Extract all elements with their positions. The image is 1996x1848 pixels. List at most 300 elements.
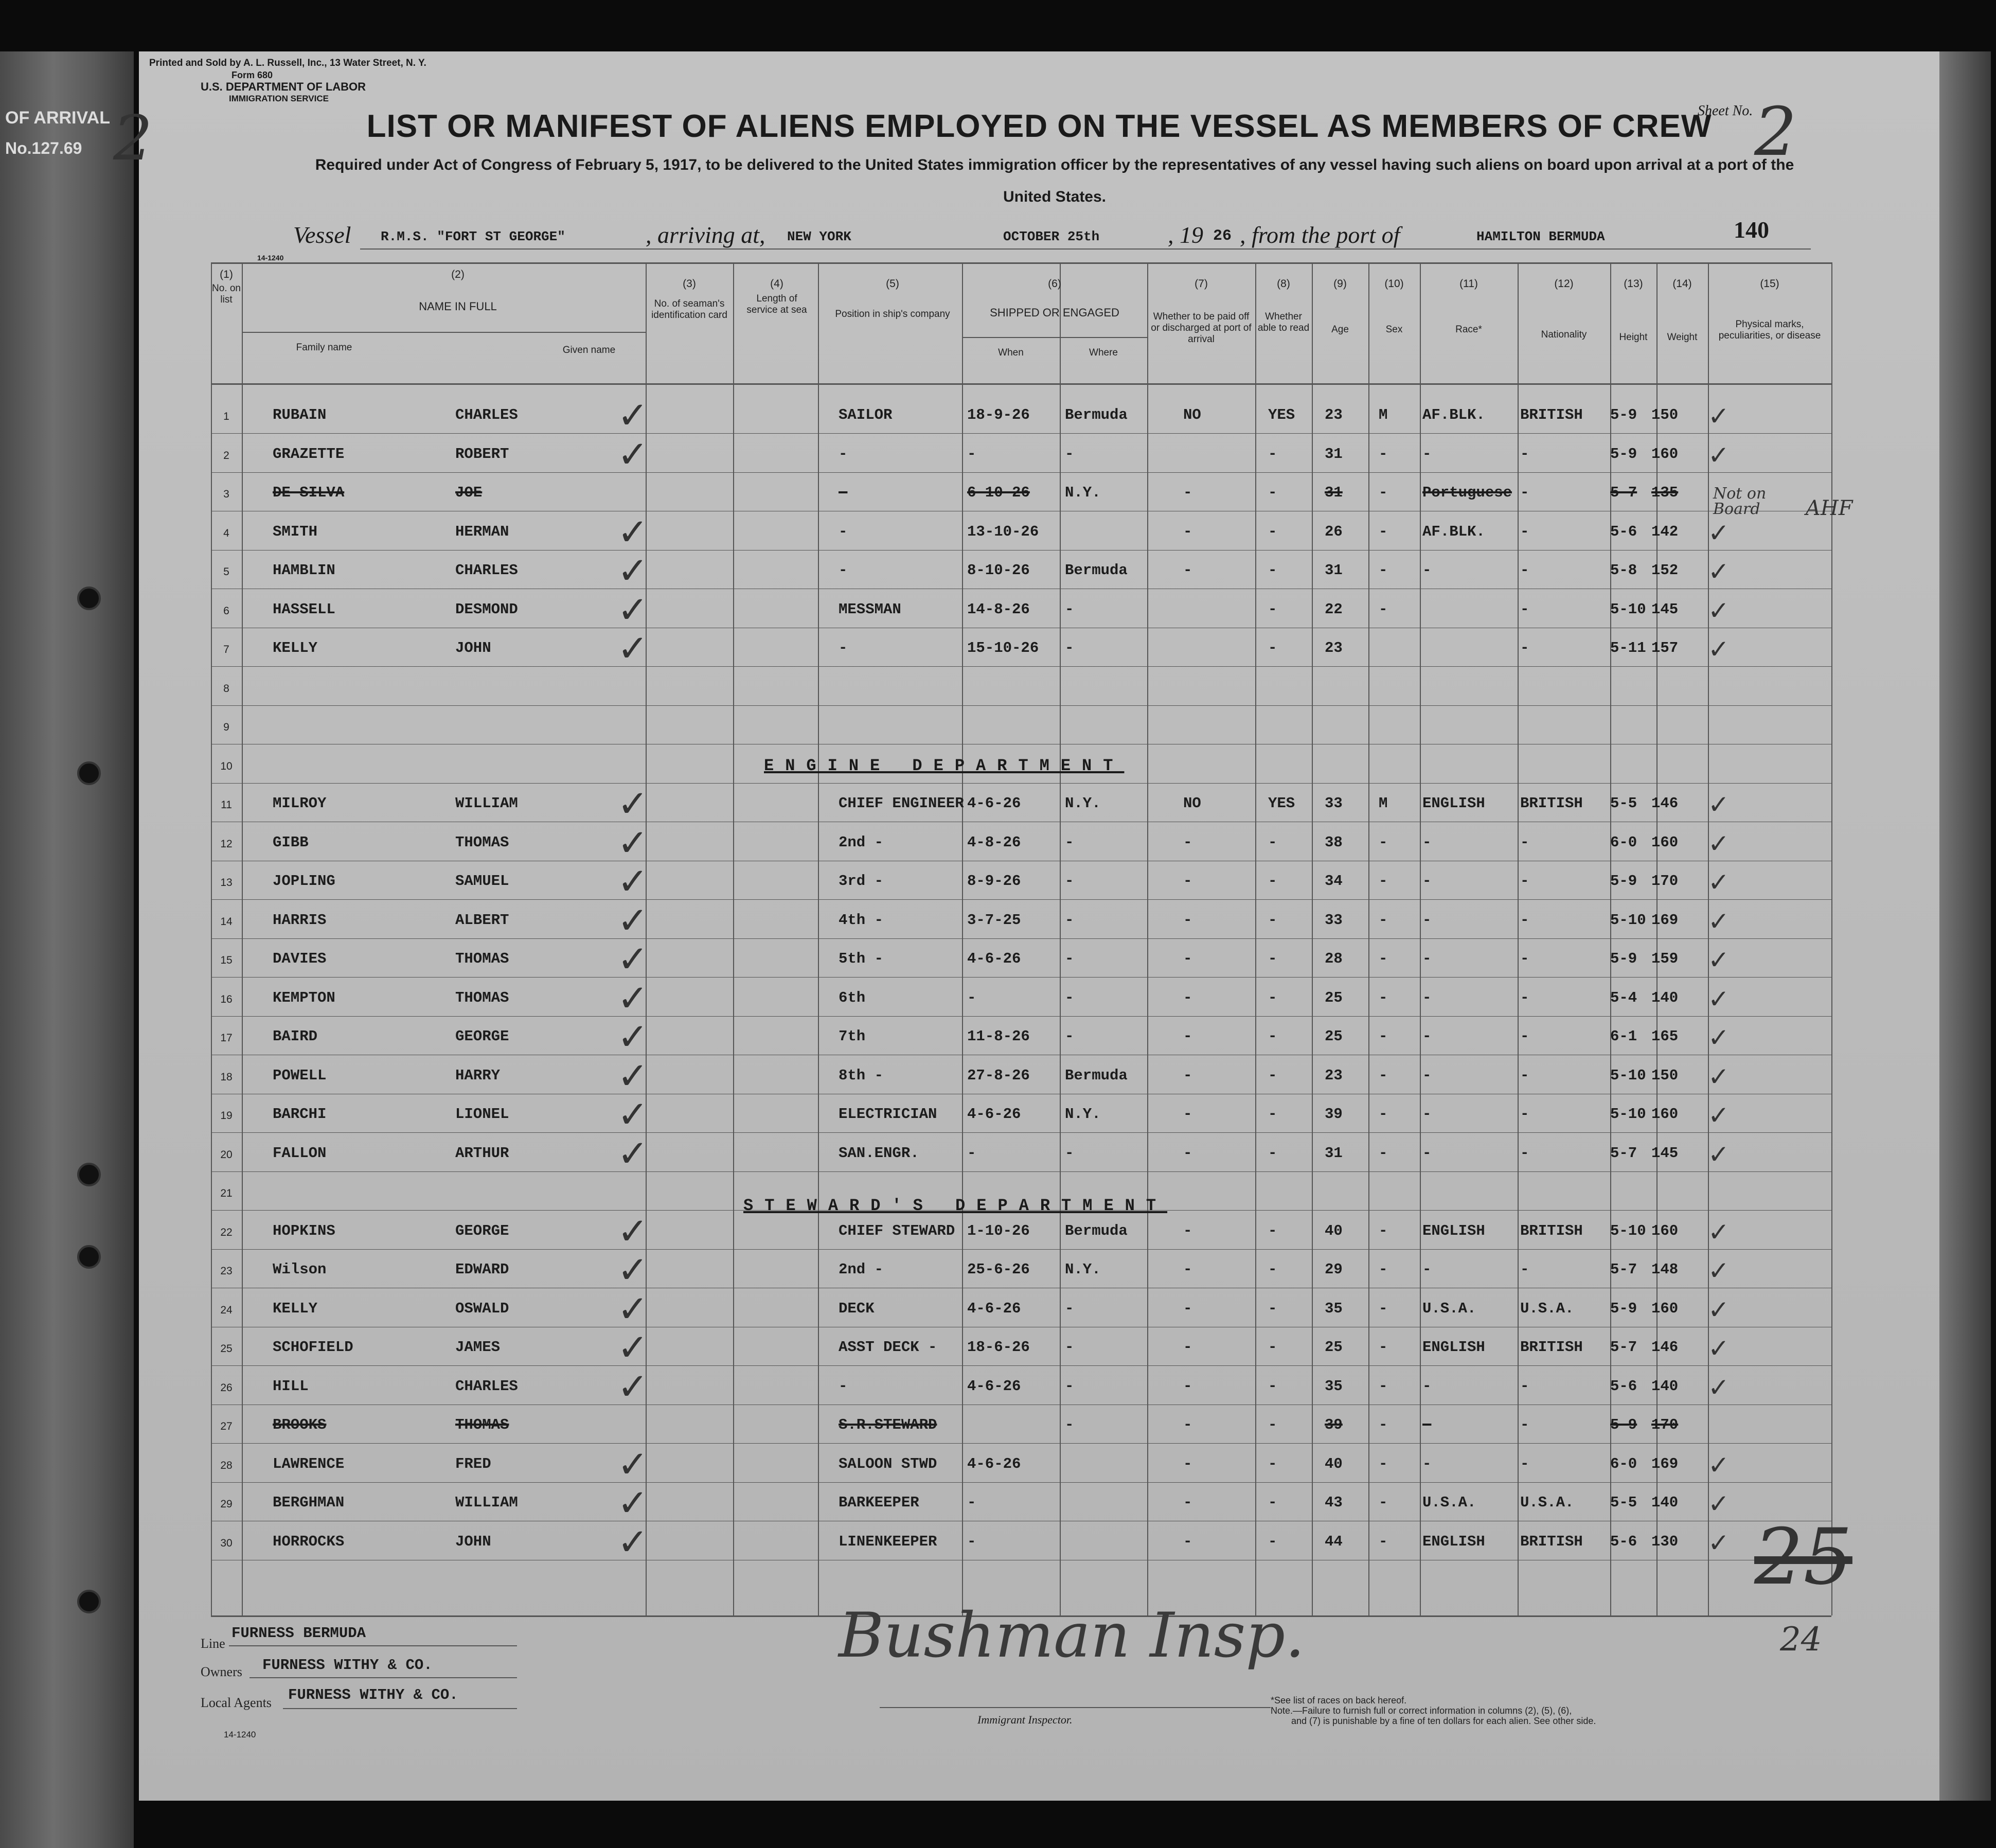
- owners-value: FURNESS WITHY & CO.: [262, 1657, 433, 1674]
- row-number: 4: [223, 527, 229, 539]
- engine-department-heading: ENGINE DEPARTMENT: [764, 756, 1125, 775]
- inspector-caption: Immigrant Inspector.: [977, 1713, 1073, 1726]
- cell-position: 8th -: [839, 1067, 884, 1084]
- binder-hole: [77, 1163, 101, 1186]
- row-number: 9: [223, 721, 229, 733]
- cell-sex: -: [1379, 873, 1388, 890]
- binder-hole: [77, 1245, 101, 1269]
- cell-nat: U.S.A.: [1520, 1300, 1574, 1317]
- cell-paid: -: [1183, 1416, 1192, 1433]
- cell-check: ✓: [1708, 1217, 1730, 1247]
- col-1-number: (1): [220, 269, 233, 280]
- arriving-label: , arriving at,: [646, 222, 765, 248]
- cell-where: N.Y.: [1065, 1261, 1101, 1278]
- cell-read: -: [1268, 833, 1277, 851]
- cell-family: KELLY: [273, 1300, 318, 1317]
- cell-check: ✓: [1708, 401, 1730, 431]
- id-card-check-mark: ✓: [617, 1015, 649, 1058]
- cell-age: 25: [1325, 989, 1343, 1006]
- header-bottom-rule: [211, 383, 1831, 385]
- cell-height: 5-9: [1610, 406, 1637, 423]
- cell-position: 2nd -: [839, 833, 884, 851]
- arrival-label: OF ARRIVAL: [5, 108, 110, 128]
- cell-height: 5-4: [1610, 989, 1637, 1006]
- cell-sex: -: [1379, 911, 1388, 929]
- cell-height: 5-10: [1610, 600, 1646, 618]
- cell-where: N.Y.: [1065, 484, 1101, 501]
- from-label: , from the port of: [1240, 222, 1400, 248]
- cell-when: 4-6-26: [967, 1455, 1021, 1472]
- cell-age: 25: [1325, 1339, 1343, 1356]
- cell-age: 31: [1325, 1144, 1343, 1162]
- page-title: LIST OR MANIFEST OF ALIENS EMPLOYED ON THE VESSEL AS MEMBERS OF CREW: [366, 109, 1712, 144]
- row-number: 17: [220, 1032, 233, 1044]
- row-rule: [211, 977, 1831, 978]
- row-number: 21: [220, 1187, 233, 1199]
- cell-age: 40: [1325, 1455, 1343, 1472]
- cell-nat: BRITISH: [1520, 1222, 1583, 1239]
- cell-read: -: [1268, 1416, 1277, 1433]
- cell-family: HAMBLIN: [273, 562, 335, 579]
- cell-height: 5-6: [1610, 1533, 1637, 1550]
- cell-given: WILLIAM: [455, 1494, 518, 1511]
- agents-underline: [283, 1708, 517, 1709]
- footer-note-3: and (7) is punishable by a fine of ten dollars for each alien. See other side.: [1291, 1716, 1596, 1726]
- cell-nat: BRITISH: [1520, 1339, 1583, 1356]
- cell-paid: -: [1183, 1028, 1192, 1045]
- footer-note-2: Note.—Failure to furnish full or correct information in columns (2), (5), (6),: [1271, 1705, 1572, 1716]
- id-card-check-mark: ✓: [617, 1131, 649, 1175]
- cell-nat: BRITISH: [1520, 406, 1583, 423]
- column-rule: [962, 262, 963, 1615]
- cell-nat: -: [1520, 1377, 1529, 1395]
- cell-height: 5-9: [1610, 873, 1637, 890]
- cell-age: 25: [1325, 1028, 1343, 1045]
- cell-weight: 130: [1651, 1533, 1679, 1550]
- cell-race: -: [1422, 562, 1432, 579]
- cell-family: BARCHI: [273, 1106, 327, 1123]
- cell-read: YES: [1268, 795, 1295, 812]
- cell-nat: -: [1520, 950, 1529, 967]
- col-4-number: (4): [770, 278, 783, 290]
- cell-read: -: [1268, 1377, 1277, 1395]
- cell-position: 5th -: [839, 950, 884, 967]
- cell-weight: 165: [1651, 1028, 1679, 1045]
- cell-when: 8-10-26: [967, 562, 1030, 579]
- id-card-check-mark: ✓: [617, 432, 649, 476]
- cell-when: 18-6-26: [967, 1339, 1030, 1356]
- line-underline: [229, 1645, 517, 1646]
- cell-given: THOMAS: [455, 833, 509, 851]
- cell-when: -: [967, 445, 976, 463]
- id-card-check-mark: ✓: [617, 821, 649, 864]
- row-rule: [211, 705, 1831, 706]
- row-number: 19: [220, 1110, 233, 1122]
- cell-height: 6-1: [1610, 1028, 1637, 1045]
- row-number: 27: [220, 1420, 233, 1432]
- cell-nat: -: [1520, 989, 1529, 1006]
- cell-given: SAMUEL: [455, 873, 509, 890]
- cell-where: -: [1065, 639, 1074, 656]
- cell-read: -: [1268, 950, 1277, 967]
- page-number: 140: [1734, 217, 1769, 243]
- col-6-header: SHIPPED OR ENGAGED: [990, 306, 1119, 319]
- cell-nat: -: [1520, 1028, 1529, 1045]
- cell-where: -: [1065, 1339, 1074, 1356]
- column-rule: [1610, 262, 1611, 1615]
- shipped-subheader-rule: [962, 337, 1147, 338]
- cell-nat: -: [1520, 1455, 1529, 1472]
- cell-age: 39: [1325, 1416, 1343, 1433]
- id-card-check-mark: ✓: [617, 937, 649, 981]
- cell-family: DE SILVA: [273, 484, 345, 501]
- row-rule: [211, 1171, 1831, 1172]
- cell-given: THOMAS: [455, 989, 509, 1006]
- cell-when: 13-10-26: [967, 523, 1039, 540]
- cell-race: -: [1422, 1377, 1432, 1395]
- cell-where: -: [1065, 873, 1074, 890]
- row-number: 7: [223, 644, 229, 655]
- col-1-header: No. on list: [212, 283, 241, 305]
- cell-paid: -: [1183, 1533, 1192, 1550]
- cell-check: ✓: [1708, 440, 1730, 470]
- cell-race: Portuguese: [1422, 484, 1512, 501]
- cell-age: 23: [1325, 406, 1343, 423]
- footer-form-code: 14-1240: [224, 1730, 256, 1739]
- col-6a-header: When: [998, 347, 1024, 358]
- cell-nat: -: [1520, 873, 1529, 890]
- row-rule: [211, 938, 1831, 939]
- cell-paid: -: [1183, 1339, 1192, 1356]
- cell-check: ✓: [1708, 906, 1730, 936]
- owners-label: Owners: [201, 1664, 242, 1679]
- cell-check: ✓: [1708, 1023, 1730, 1053]
- cell-read: -: [1268, 1494, 1277, 1511]
- cell-sex: -: [1379, 1377, 1388, 1395]
- col-12-header: Nationality: [1541, 329, 1587, 340]
- cell-nat: -: [1520, 1416, 1529, 1433]
- id-card-check-mark: ✓: [617, 1326, 649, 1369]
- cell-weight: 159: [1651, 950, 1679, 967]
- page-subtitle: Required under Act of Congress of February 5, 1917, to be delivered to the United States immigration officer by the representatives of any vessel having such aliens on board upon arrival at a port of the United States.: [315, 156, 1794, 205]
- cell-family: HILL: [273, 1377, 309, 1395]
- cell-nat: BRITISH: [1520, 795, 1583, 812]
- cell-position: ELECTRICIAN: [839, 1106, 937, 1123]
- cell-read: YES: [1268, 406, 1295, 423]
- cell-nat: -: [1520, 911, 1529, 929]
- cell-race: -: [1422, 1028, 1432, 1045]
- cell-age: 29: [1325, 1261, 1343, 1278]
- id-card-check-mark: ✓: [617, 510, 649, 554]
- col-6-number: (6): [1048, 278, 1061, 290]
- cell-paid: -: [1183, 1144, 1192, 1162]
- cell-when: -: [967, 989, 976, 1006]
- cell-family: GIBB: [273, 833, 309, 851]
- cell-paid: -: [1183, 562, 1192, 579]
- cell-where: -: [1065, 833, 1074, 851]
- col-3-header: No. of seaman's identification card: [651, 298, 727, 321]
- row-number: 13: [220, 877, 233, 889]
- cell-paid: -: [1183, 484, 1192, 501]
- from-port: HAMILTON BERMUDA: [1476, 229, 1605, 244]
- cell-position: 3rd -: [839, 873, 884, 890]
- cell-read: -: [1268, 600, 1277, 618]
- cell-sex: -: [1379, 1455, 1388, 1472]
- id-card-check-mark: ✓: [617, 549, 649, 592]
- page-shadow: [139, 1801, 1991, 1848]
- cell-check: ✓: [1708, 984, 1730, 1014]
- cell-paid: -: [1183, 1067, 1192, 1084]
- cell-family: LAWRENCE: [273, 1455, 345, 1472]
- cell-race: ENGLISH: [1422, 1339, 1485, 1356]
- cell-given: OSWALD: [455, 1300, 509, 1317]
- row-rule: [211, 1016, 1831, 1017]
- cell-position: CHIEF STEWARD: [839, 1222, 955, 1239]
- cell-height: 5-9: [1610, 1416, 1637, 1433]
- column-rule: [1060, 262, 1061, 1615]
- cell-position: BARKEEPER: [839, 1494, 919, 1511]
- cell-sex: -: [1379, 484, 1388, 501]
- id-card-check-mark: ✓: [617, 394, 649, 437]
- row-number: 18: [220, 1071, 233, 1083]
- cell-sex: -: [1379, 1222, 1388, 1239]
- cell-height: 5-8: [1610, 562, 1637, 579]
- row-rule: [211, 472, 1831, 473]
- cell-when: 15-10-26: [967, 639, 1039, 656]
- cell-read: -: [1268, 1533, 1277, 1550]
- cell-read: -: [1268, 911, 1277, 929]
- cell-race: -: [1422, 1106, 1432, 1123]
- column-rule: [1420, 262, 1421, 1615]
- cell-check: ✓: [1708, 1256, 1730, 1286]
- cell-read: -: [1268, 1455, 1277, 1472]
- cell-nat: -: [1520, 1067, 1529, 1084]
- cell-race: ENGLISH: [1422, 1222, 1485, 1239]
- cell-position: MESSMAN: [839, 600, 901, 618]
- cell-family: DAVIES: [273, 950, 327, 967]
- cell-check: ✓: [1708, 945, 1730, 975]
- cell-read: -: [1268, 1222, 1277, 1239]
- cell-nat: -: [1520, 445, 1529, 463]
- cell-family: KEMPTON: [273, 989, 335, 1006]
- inspector-signature: Bushman Insp.: [839, 1600, 1305, 1672]
- page-edge: [1939, 51, 1991, 1801]
- cell-weight: 148: [1651, 1261, 1679, 1278]
- cell-weight: 146: [1651, 795, 1679, 812]
- cell-age: 38: [1325, 833, 1343, 851]
- cell-sex: -: [1379, 1028, 1388, 1045]
- cell-age: 33: [1325, 911, 1343, 929]
- cell-family: SCHOFIELD: [273, 1339, 353, 1356]
- cell-given: JOHN: [455, 639, 491, 656]
- vessel-underline: [360, 248, 1811, 250]
- cell-nat: -: [1520, 1106, 1529, 1123]
- row-number: 10: [220, 760, 233, 772]
- column-rule: [1312, 262, 1313, 1615]
- cell-nat: -: [1520, 562, 1529, 579]
- cell-where: -: [1065, 950, 1074, 967]
- col-7-header: Whether to be paid off or discharged at port of arrival: [1151, 311, 1252, 345]
- id-card-check-mark: ✓: [617, 976, 649, 1020]
- row-number: 12: [220, 838, 233, 850]
- cell-weight: 160: [1651, 445, 1679, 463]
- cell-family: HOPKINS: [273, 1222, 335, 1239]
- cell-nat: -: [1520, 523, 1529, 540]
- cell-position: DECK: [839, 1300, 875, 1317]
- name-subheader-rule: [242, 332, 646, 333]
- cell-read: -: [1268, 1028, 1277, 1045]
- row-number: 3: [223, 488, 229, 500]
- cell-paid: -: [1183, 523, 1192, 540]
- row-number: 30: [220, 1537, 233, 1549]
- cell-when: -: [967, 1533, 976, 1550]
- cell-height: 5-11: [1610, 639, 1646, 656]
- cell-position: 7th: [839, 1028, 866, 1045]
- inspector-line: [880, 1707, 1271, 1708]
- cell-position: 6th: [839, 989, 866, 1006]
- cell-family: POWELL: [273, 1067, 327, 1084]
- cell-race: AF.BLK.: [1422, 523, 1485, 540]
- cell-race: -: [1422, 833, 1432, 851]
- cell-given: ARTHUR: [455, 1144, 509, 1162]
- row-number: 22: [220, 1226, 233, 1238]
- cell-check: ✓: [1708, 828, 1730, 859]
- cell-nat: BRITISH: [1520, 1533, 1583, 1550]
- row-number: 16: [220, 993, 233, 1005]
- cell-given: CHARLES: [455, 1377, 518, 1395]
- cell-paid: -: [1183, 1106, 1192, 1123]
- vessel-name: R.M.S. "FORT ST GEORGE": [381, 229, 565, 244]
- cell-given: ROBERT: [455, 445, 509, 463]
- cell-where: -: [1065, 600, 1074, 618]
- cell-given: JOHN: [455, 1533, 491, 1550]
- cell-nat: -: [1520, 600, 1529, 618]
- id-card-check-mark: ✓: [617, 860, 649, 903]
- cell-check: ✓: [1708, 1294, 1730, 1325]
- cell-check: ✓: [1708, 1061, 1730, 1092]
- cell-given: THOMAS: [455, 950, 509, 967]
- footer-note-1: *See list of races on back hereof.: [1271, 1695, 1407, 1705]
- cell-when: -: [967, 1494, 976, 1511]
- cell-sex: -: [1379, 1144, 1388, 1162]
- cell-where: Bermuda: [1065, 562, 1128, 579]
- manifest-page: [113, 51, 1939, 1801]
- cell-height: 5-7: [1610, 1339, 1637, 1356]
- cell-weight: 150: [1651, 1067, 1679, 1084]
- cell-read: -: [1268, 1300, 1277, 1317]
- cell-when: 4-6-26: [967, 950, 1021, 967]
- cell-sex: -: [1379, 950, 1388, 967]
- row-number: 1: [223, 411, 229, 422]
- cell-family: SMITH: [273, 523, 318, 540]
- cell-height: 5-7: [1610, 1261, 1637, 1278]
- cell-weight: 170: [1651, 873, 1679, 890]
- arrival-number: No.127.69: [5, 139, 82, 157]
- cell-sex: -: [1379, 445, 1388, 463]
- column-rule: [1147, 262, 1148, 1615]
- cell-paid: -: [1183, 1377, 1192, 1395]
- col-14-header: Weight: [1667, 332, 1698, 343]
- row-number: 5: [223, 566, 229, 578]
- binder-hole: [77, 761, 101, 785]
- cell-when: 4-6-26: [967, 1106, 1021, 1123]
- cell-weight: 146: [1651, 1339, 1679, 1356]
- printer-line: Printed and Sold by A. L. Russell, Inc., 13 Water Street, N. Y.: [149, 58, 426, 68]
- cell-read: -: [1268, 639, 1277, 656]
- cell-race: -: [1422, 1416, 1432, 1433]
- cell-sex: -: [1379, 523, 1388, 540]
- cell-paid: -: [1183, 1261, 1192, 1278]
- column-rule: [1255, 262, 1256, 1615]
- id-card-check-mark: ✓: [617, 627, 649, 670]
- cell-age: 43: [1325, 1494, 1343, 1511]
- cell-height: 5-7: [1610, 484, 1637, 501]
- cell-race: -: [1422, 1455, 1432, 1472]
- col-9-header: Age: [1331, 324, 1349, 335]
- cell-height: 5-10: [1610, 1067, 1646, 1084]
- steward-department-heading: STEWARD'S DEPARTMENT: [743, 1196, 1168, 1215]
- col-9-number: (9): [1333, 278, 1347, 290]
- cell-age: 40: [1325, 1222, 1343, 1239]
- cell-sex: -: [1379, 989, 1388, 1006]
- cell-race: -: [1422, 950, 1432, 967]
- cell-sex: -: [1379, 562, 1388, 579]
- col-4-header: Length of service at sea: [746, 293, 807, 315]
- service: IMMIGRATION SERVICE: [229, 94, 329, 103]
- cell-nat: -: [1520, 1144, 1529, 1162]
- cell-sex: -: [1379, 833, 1388, 851]
- row-rule: [211, 1132, 1831, 1133]
- cell-check: ✓: [1708, 518, 1730, 548]
- cell-race: U.S.A.: [1422, 1494, 1476, 1511]
- cell-where: -: [1065, 1377, 1074, 1395]
- cell-race: -: [1422, 873, 1432, 890]
- col-10-header: Sex: [1385, 324, 1403, 335]
- sheet-number: 2: [1754, 93, 1797, 171]
- cell-race: -: [1422, 445, 1432, 463]
- cell-age: 39: [1325, 1106, 1343, 1123]
- cell-position: SAILOR: [839, 406, 893, 423]
- cell-read: -: [1268, 1106, 1277, 1123]
- cell-weight: 142: [1651, 523, 1679, 540]
- cell-read: -: [1268, 484, 1277, 501]
- arriving-port: NEW YORK: [787, 229, 851, 244]
- cell-race: ENGLISH: [1422, 795, 1485, 812]
- row-number: 24: [220, 1304, 233, 1316]
- cell-when: 27-8-26: [967, 1067, 1030, 1084]
- cell-height: 6-0: [1610, 1455, 1637, 1472]
- cell-where: -: [1065, 1300, 1074, 1317]
- cell-where: Bermuda: [1065, 1067, 1128, 1084]
- cell-nat: -: [1520, 639, 1529, 656]
- cell-race: -: [1422, 1261, 1432, 1278]
- cell-age: 31: [1325, 445, 1343, 463]
- cell-weight: 145: [1651, 600, 1679, 618]
- cell-where: -: [1065, 445, 1074, 463]
- cell-position: SAN.ENGR.: [839, 1144, 919, 1162]
- cell-nat: -: [1520, 833, 1529, 851]
- department: U.S. DEPARTMENT OF LABOR: [201, 80, 366, 93]
- col-13-header: Height: [1619, 332, 1648, 343]
- cell-read: -: [1268, 989, 1277, 1006]
- row-rule: [211, 1443, 1831, 1444]
- cell-given: GEORGE: [455, 1222, 509, 1239]
- row-number: 8: [223, 682, 229, 695]
- arrival-date: OCTOBER 25th: [1003, 229, 1100, 244]
- cell-check: ✓: [1708, 1372, 1730, 1402]
- cell-age: 28: [1325, 950, 1343, 967]
- col-6b-header: Where: [1089, 347, 1118, 358]
